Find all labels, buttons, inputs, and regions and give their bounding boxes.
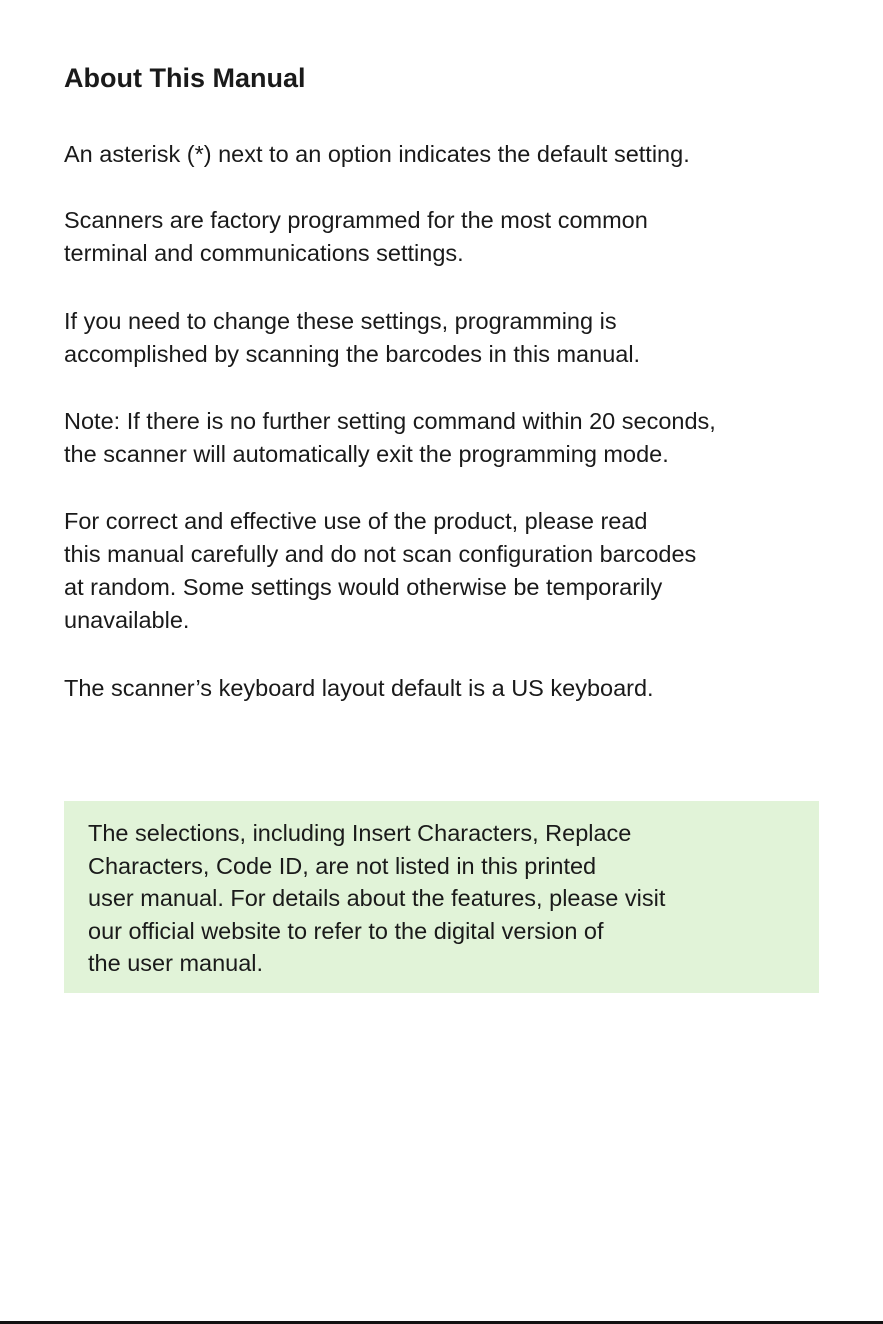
note-line: Characters, Code ID, are not listed in this printed <box>88 852 597 879</box>
paragraph-line: If you need to change these settings, programming is <box>64 308 617 334</box>
paragraph-line: Note: If there is no further setting command within 20 seconds, <box>64 408 716 434</box>
note-line: user manual. For details about the features, please visit <box>88 885 666 912</box>
paragraph-line: Scanners are factory programmed for the most common <box>64 207 648 233</box>
paragraph-factory-programmed <box>64 204 648 270</box>
paragraph-correct-use <box>64 505 696 637</box>
note-line: The selections, including Insert Characters, Replace <box>88 820 632 846</box>
paragraph-line: the scanner will automatically exit the programming mode. <box>64 441 669 467</box>
paragraph-line: The scanner’s keyboard layout default is a US keyboard. <box>64 675 654 701</box>
note-line: our official website to refer to the digital version of <box>88 917 604 944</box>
note-line: the user manual. <box>88 950 264 977</box>
paragraph-timeout-note <box>64 405 716 471</box>
paragraph-change-settings <box>64 305 640 371</box>
paragraph-line: unavailable. <box>64 607 190 633</box>
paragraph-keyboard-layout <box>64 672 654 705</box>
paragraph-line: accomplished by scanning the barcodes in this manual. <box>64 341 641 367</box>
paragraph-line: For correct and effective use of the product, please read <box>64 508 648 534</box>
paragraph-line: terminal and communications settings. <box>64 240 464 266</box>
paragraph-line: at random. Some settings would otherwise be temporarily <box>64 574 663 600</box>
paragraph-default-setting <box>64 138 690 171</box>
page-title: About This Manual <box>64 63 306 93</box>
paragraph-line: this manual carefully and do not scan configuration barcodes <box>64 541 697 567</box>
note-text <box>88 817 665 980</box>
paragraph-line: An asterisk (*) next to an option indicates the default setting. <box>64 141 690 167</box>
note-box <box>64 801 819 993</box>
